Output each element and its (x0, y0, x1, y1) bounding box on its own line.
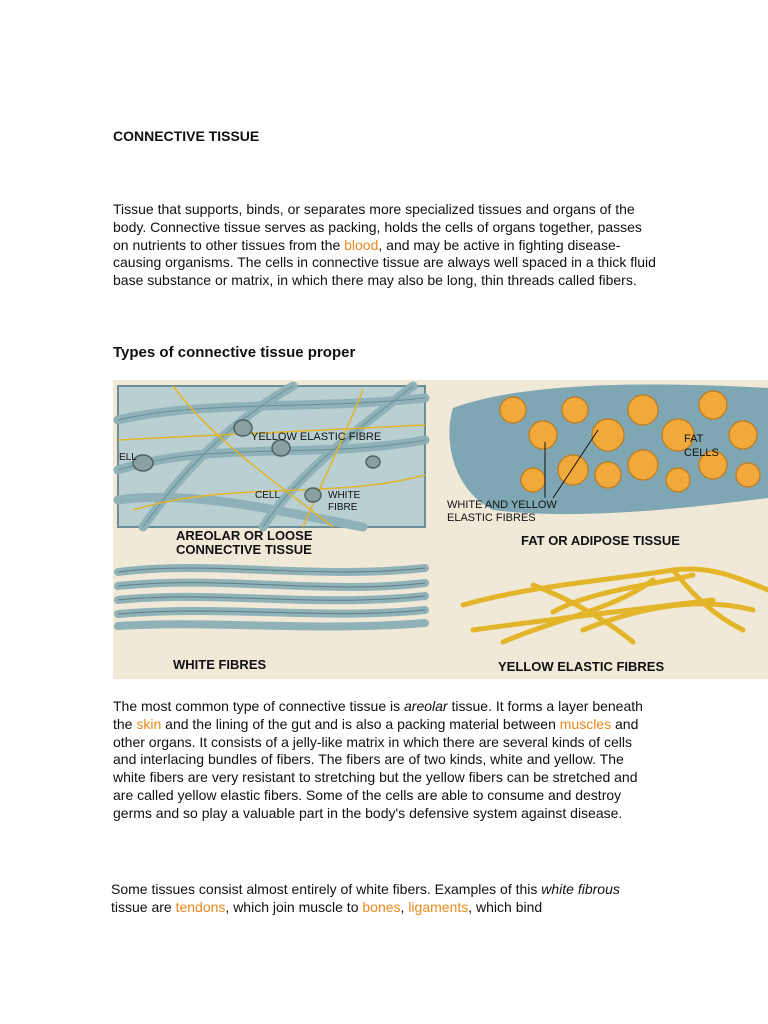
para2-text-2: tissue. It forms a layer beneath the (113, 698, 643, 732)
subheading: Types of connective tissue proper (113, 344, 356, 361)
para2-text-1: The most common type of connective tissue is (113, 698, 405, 714)
para3-text-5: , which bind (468, 898, 543, 915)
label-white-and-yellow: WHITE AND YELLOW (447, 499, 557, 511)
link-blood[interactable]: blood (344, 236, 379, 253)
para3-text-4: , (400, 898, 409, 915)
label-yellow-elastic-fibre: YELLOW ELASTIC FIBRE (251, 431, 382, 443)
label-elastic-fibres: ELASTIC FIBRES (447, 512, 536, 524)
areolar-paragraph (113, 698, 658, 823)
para3-text-1: Some tissues consist almost entirely of white fibers. Examples of this (111, 881, 542, 897)
intro-paragraph (113, 201, 658, 290)
link-bones[interactable]: bones (362, 898, 401, 915)
para2-text-4: and other organs. It consists of a jelly-like matrix in which there are several kinds of cells and interlacing bundles of fibers. The fibers are of two kinds, white and yellow. The white fibers are very resistant to stretching but the yellow fibers can be stretched and are called yellow elastic fibers. Some of the cells are able to consume and destroy germs and so play a valuable part in the body's defensive system against disease. (113, 715, 639, 821)
link-ligaments[interactable]: ligaments (408, 898, 469, 915)
tissue-diagram (113, 380, 768, 679)
yellow-elastic-fibres-network (463, 569, 768, 642)
label-ell: ELL (119, 452, 137, 463)
label-white-fibres: WHITE FIBRES (173, 657, 267, 672)
label-white: WHITE (328, 490, 361, 501)
label-areolar-2: CONNECTIVE TISSUE (176, 542, 312, 557)
intro-text-1: Tissue that supports, binds, or separates more specialized tissues and organs of the body. Connective tissue serves as packing, holds the cells of organs together, passes on nutrients to other tissues from the (113, 201, 642, 253)
label-fat: FAT (684, 433, 704, 445)
link-skin[interactable]: skin (136, 715, 162, 732)
label-fibre: FIBRE (328, 502, 358, 513)
label-fat-or-adipose: FAT OR ADIPOSE TISSUE (521, 533, 680, 548)
para3-text-3: , which join muscle to (225, 898, 363, 915)
em-areolar: areolar (404, 698, 448, 714)
label-yellow-elastic-fibres: YELLOW ELASTIC FIBRES (498, 659, 665, 674)
para2-text-3: and the lining of the gut and is also a packing material between (161, 715, 560, 732)
white-fibrous-paragraph (111, 881, 656, 917)
intro-text-2: , and may be active in fighting disease-causing organisms. The cells in connective tissue are always well spaced in a thick fluid base substance or matrix, in which there may also be long, thin threads called fibers. (113, 236, 656, 289)
connective-tissue-illustration (113, 380, 768, 679)
label-cell: CELL (255, 490, 281, 501)
label-areolar-1: AREOLAR OR LOOSE (176, 528, 313, 543)
label-cells: CELLS (684, 447, 719, 459)
para3-text-2: tissue are (111, 898, 176, 915)
page-heading: CONNECTIVE TISSUE (113, 128, 260, 144)
em-white-fibrous: white fibrous (541, 881, 620, 897)
link-muscles[interactable]: muscles (559, 715, 612, 732)
link-tendons[interactable]: tendons (175, 898, 226, 915)
